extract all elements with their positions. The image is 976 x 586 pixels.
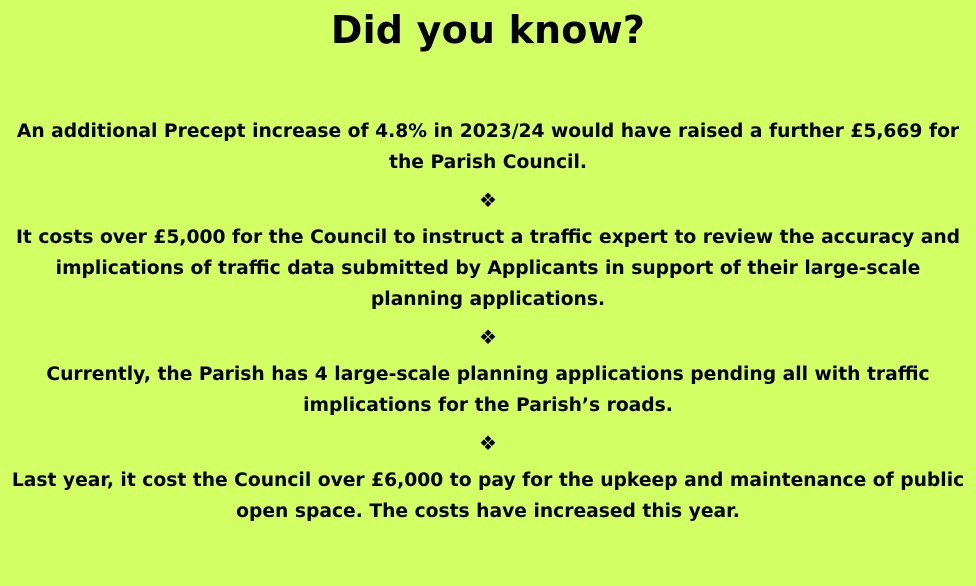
fact-open-space-maintenance: Last year, it cost the Council over £6,000 to pay for the upkeep and maintenance of public open space. The costs have increased this year.: [11, 470, 965, 522]
diamond-separator-icon: ❖: [479, 325, 497, 349]
fact-precept-increase: An additional Precept increase of 4.8% in 2023/24 would have raised a further £5,669 for the Parish Council.: [16, 121, 960, 173]
page-title: Did you know?: [330, 8, 646, 52]
fact-traffic-expert-cost: It costs over £5,000 for the Council to instruct a traffic expert to review the accuracy and implications of traffic data submitted by Applicants in support of their large-scale planning applications.: [15, 227, 961, 310]
fact-planning-applications: Currently, the Parish has 4 large-scale planning applications pending all with traffic implications for the Parish’s roads.: [46, 364, 930, 416]
diamond-separator-icon: ❖: [479, 188, 497, 212]
diamond-separator-icon: ❖: [479, 431, 497, 455]
facts-list: [0, 116, 976, 527]
